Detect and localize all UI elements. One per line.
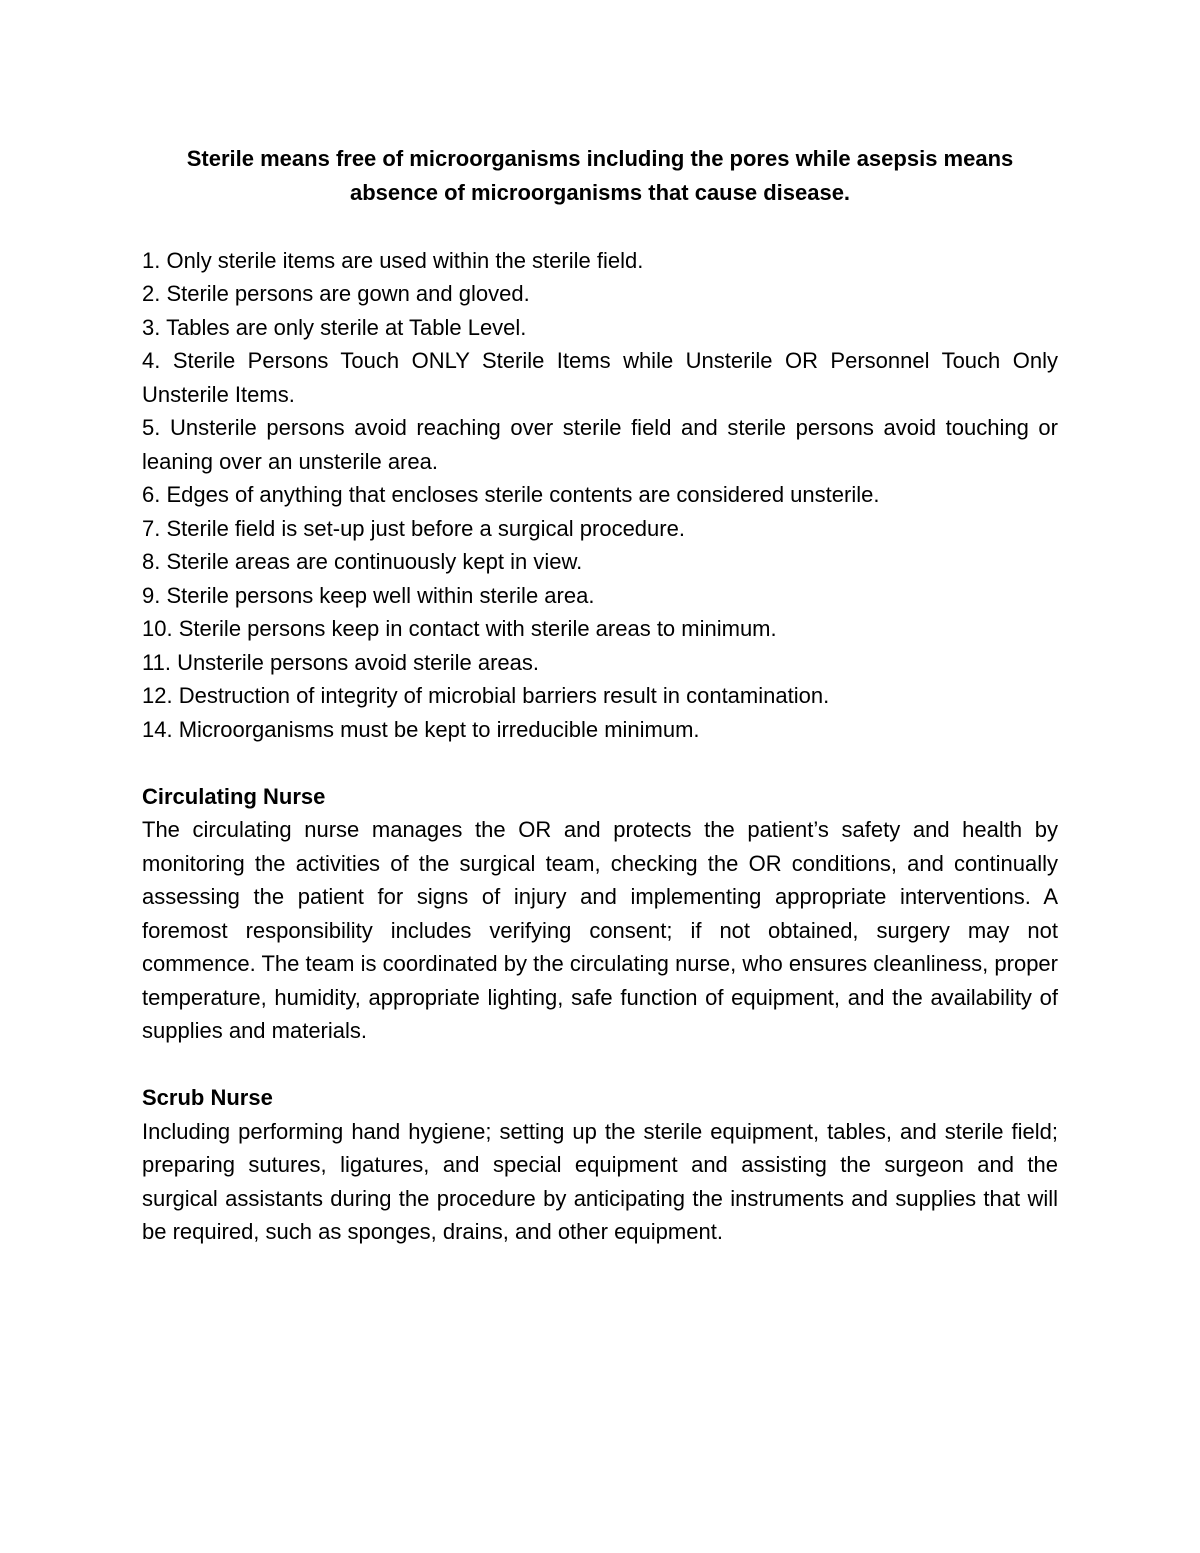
scrub-nurse-body: Including performing hand hygiene; setting up the sterile equipment, tables, and sterile field; preparing sutures, ligatures, and special equipment and assisting the surgeon and the surgical assistants during the procedure by anticipating the instruments and supplies that will be required, such as sponges, drains, and other equipment. <box>142 1118 1058 1244</box>
rule-item: 3. Tables are only sterile at Table Level. <box>142 314 527 340</box>
sterile-rules-list <box>142 244 1058 747</box>
circulating-nurse-body: The circulating nurse manages the OR and protects the patient’s safety and health by monitoring the activities of the surgical team, checking the OR conditions, and continually assessing the patient for signs of injury and implementing appropriate interventions. A foremost responsibility includes verifying consent; if not obtained, surgery may not commence. The team is coordinated by the circulating nurse, who ensures cleanliness, proper temperature, humidity, appropriate lighting, safe function of equipment, and the availability of supplies and materials. <box>142 817 1058 1043</box>
spacer <box>142 210 1058 244</box>
rule-item: 5. Unsterile persons avoid reaching over sterile field and sterile persons avoid touching or leaning over an unsterile area. <box>142 415 1058 474</box>
rule-item: 10. Sterile persons keep in contact with sterile areas to minimum. <box>142 616 777 641</box>
spacer <box>142 746 1058 780</box>
rule-item: 1. Only sterile items are used within the sterile field. <box>142 247 644 273</box>
rule-item: 8. Sterile areas are continuously kept in view. <box>142 549 583 574</box>
spacer <box>142 1048 1058 1082</box>
rule-item: 11. Unsterile persons avoid sterile areas. <box>142 649 540 675</box>
rule-item: 9. Sterile persons keep well within sterile area. <box>142 582 595 608</box>
rule-item: 14. Microorganisms must be kept to irreducible minimum. <box>142 716 700 742</box>
circulating-nurse-heading: Circulating Nurse <box>142 783 326 809</box>
document-content <box>142 142 1058 1249</box>
rule-item: 6. Edges of anything that encloses sterile contents are considered unsterile. <box>142 482 880 507</box>
rule-item: 7. Sterile field is set-up just before a surgical procedure. <box>142 515 685 541</box>
document-title: Sterile means free of microorganisms including the pores while asepsis means absence of microorganisms that cause disease. <box>186 146 1014 205</box>
rule-item: 12. Destruction of integrity of microbial barriers result in contamination. <box>142 683 830 708</box>
scrub-nurse-heading: Scrub Nurse <box>142 1085 273 1110</box>
rule-item: 2. Sterile persons are gown and gloved. <box>142 281 530 306</box>
rule-item: 4. Sterile Persons Touch ONLY Sterile Items while Unsterile OR Personnel Touch Only Unsterile Items. <box>142 348 1058 407</box>
